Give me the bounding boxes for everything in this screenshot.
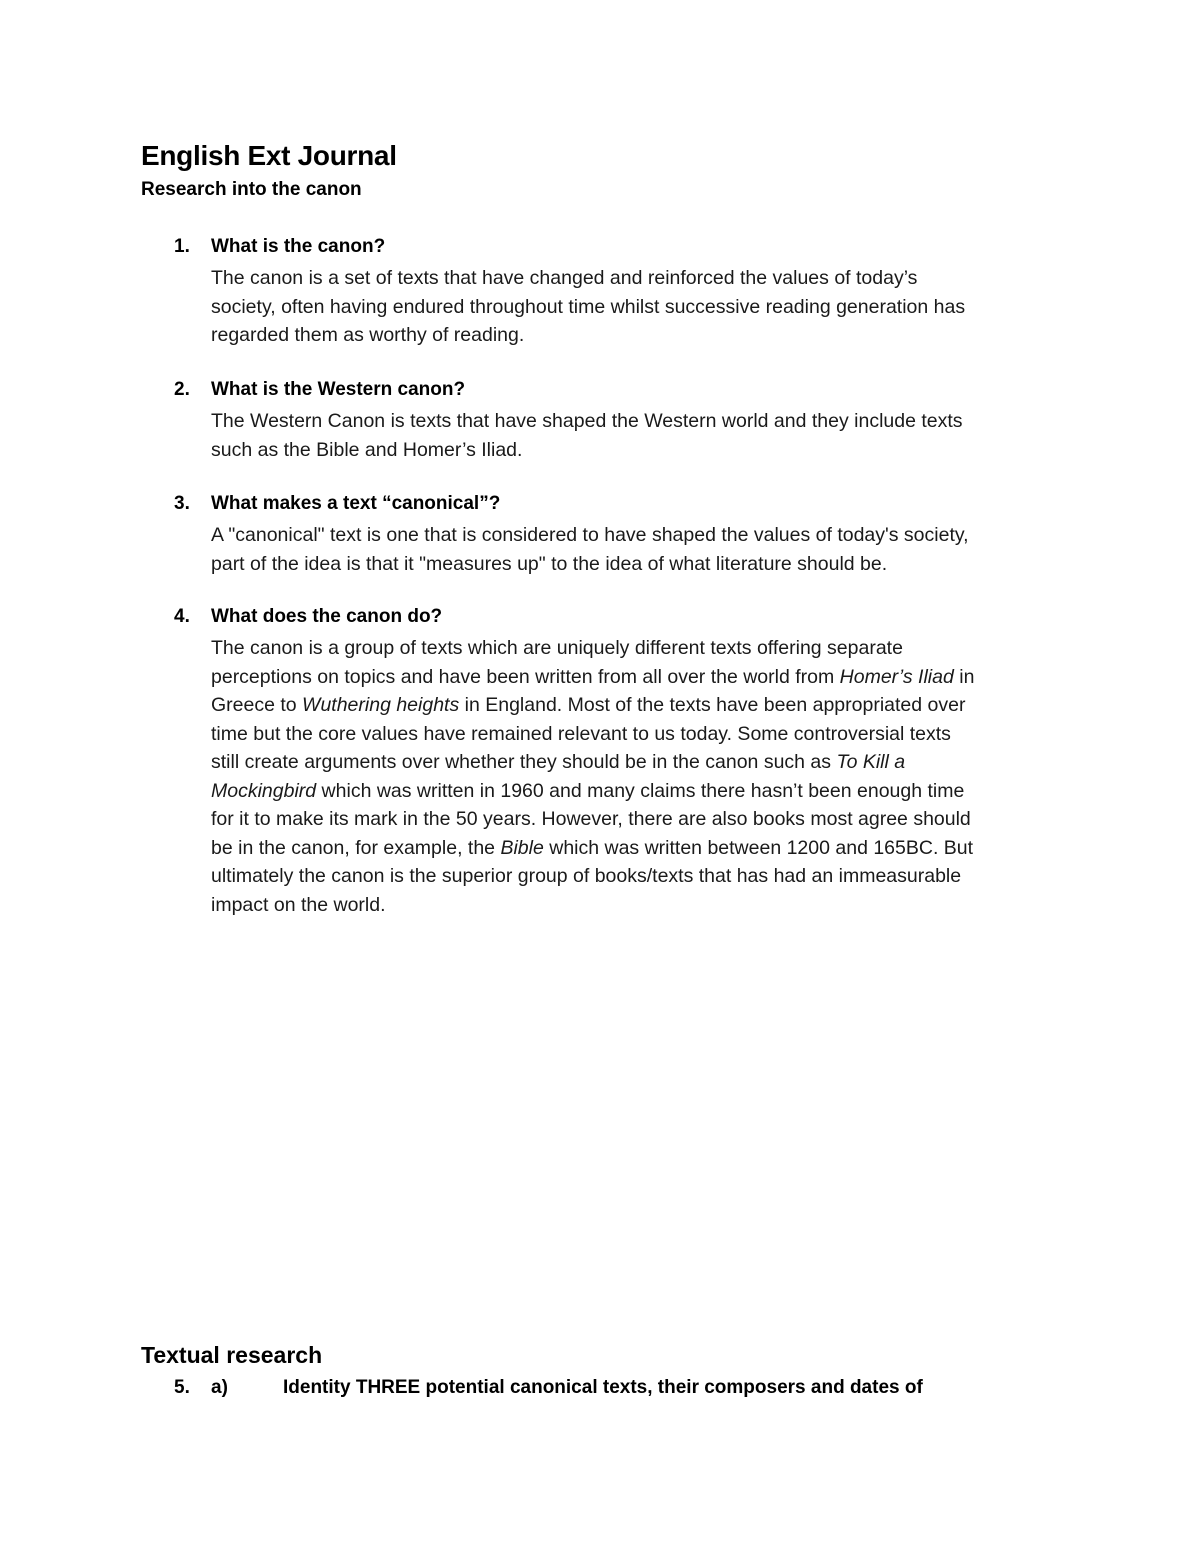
text-run: perceptions on topics and have been written from all over the world from bbox=[211, 665, 840, 688]
answer-line: A "canonical" text is one that is considered to have shaped the values of today's society, bbox=[211, 524, 969, 546]
book-title: To Kill a bbox=[836, 751, 906, 773]
answer-text bbox=[211, 634, 1071, 919]
answer-line: impact on the world. bbox=[211, 893, 386, 916]
answer-line bbox=[211, 691, 1071, 720]
question-number: 2. bbox=[174, 379, 190, 400]
text-run: which was written between 1200 and 165BC. But bbox=[543, 836, 974, 859]
answer-line: society, often having endured throughout time whilst successive reading generation has bbox=[211, 295, 966, 318]
answer-text bbox=[211, 521, 1071, 578]
question-title: What does the canon do? bbox=[211, 606, 443, 627]
answer-text bbox=[211, 264, 1071, 350]
answer-line: part of the idea is that it "measures up" to the idea of what literature should be. bbox=[211, 552, 888, 575]
document-title: English Ext Journal bbox=[141, 140, 397, 171]
answer-line: The Western Canon is texts that have shaped the Western world and they include texts bbox=[211, 410, 963, 432]
question-title: What makes a text “canonical”? bbox=[211, 493, 501, 514]
question-number: 5. bbox=[174, 1377, 190, 1398]
answer-line: for it to make its mark in the 50 years. However, there are also books most agree should bbox=[211, 808, 971, 830]
answer-line: such as the Bible and Homer’s Iliad. bbox=[211, 438, 523, 461]
text-run: which was written in 1960 and many claims there hasn’t been enough time bbox=[316, 779, 965, 802]
question-title: What is the Western canon? bbox=[211, 379, 466, 400]
answer-line: The canon is a group of texts which are uniquely different texts offering separate bbox=[211, 637, 903, 659]
document-subtitle: Research into the canon bbox=[141, 179, 362, 200]
question-number: 1. bbox=[174, 236, 190, 257]
text-run: Greece to bbox=[211, 694, 303, 716]
book-title: Wuthering heights bbox=[302, 694, 460, 716]
answer-line: The canon is a set of texts that have changed and reinforced the values of today’s bbox=[211, 267, 918, 289]
book-title: Bible bbox=[500, 836, 544, 859]
answer-line bbox=[211, 663, 1071, 692]
answer-line bbox=[211, 748, 1071, 777]
answer-line: time but the core values have remained relevant to us today. Some controversial texts bbox=[211, 722, 951, 745]
question-title: What is the canon? bbox=[211, 236, 386, 257]
answer-line bbox=[211, 834, 1071, 863]
answer-line: ultimately the canon is the superior group of books/texts that has had an immeasurable bbox=[211, 865, 962, 887]
text-run: be in the canon, for example, the bbox=[211, 836, 501, 859]
question-title: Identity THREE potential canonical texts, their composers and dates of bbox=[283, 1377, 923, 1398]
answer-line bbox=[211, 777, 1071, 806]
answer-text bbox=[211, 407, 1071, 464]
answer-line: regarded them as worthy of reading. bbox=[211, 324, 525, 346]
book-title: Homer’s Iliad bbox=[839, 665, 954, 688]
text-run: still create arguments over whether they should be in the canon such as bbox=[211, 751, 837, 773]
question-sub-label: a) bbox=[211, 1377, 228, 1398]
question-number: 4. bbox=[174, 606, 190, 627]
book-title: Mockingbird bbox=[211, 779, 317, 802]
text-run: in bbox=[953, 665, 975, 688]
section-title: Textual research bbox=[141, 1342, 323, 1368]
text-run: in England. Most of the texts have been appropriated over bbox=[459, 694, 966, 716]
question-number: 3. bbox=[174, 493, 190, 514]
